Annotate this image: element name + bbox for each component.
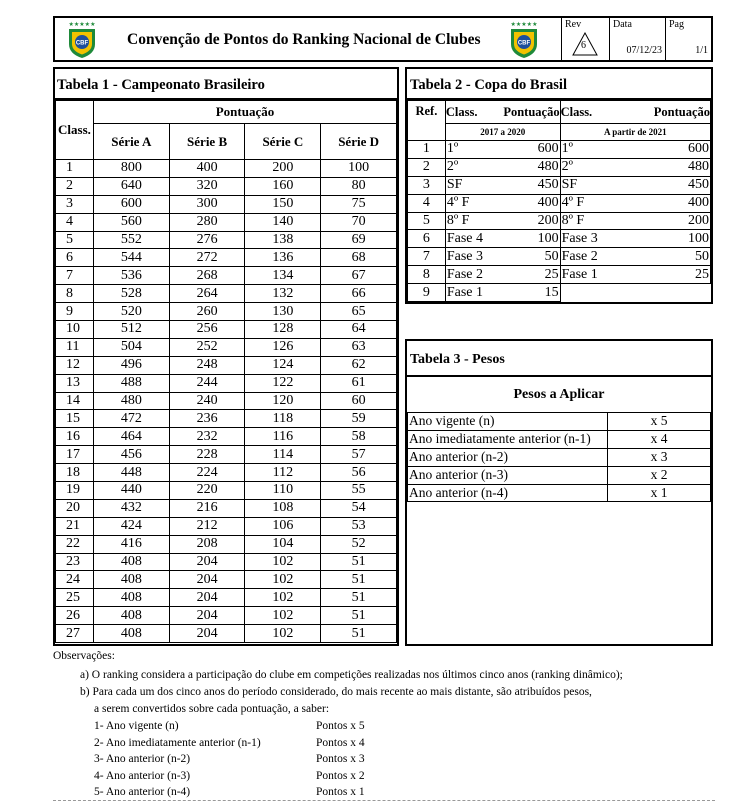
table2-cell-class: SF: [445, 176, 485, 194]
svg-text:★★★★★: ★★★★★: [510, 22, 538, 28]
table1-group-header: Pontuação: [93, 101, 396, 124]
table1-cell-points: 51: [321, 625, 397, 643]
table2-cell-points: 15: [485, 284, 560, 302]
table1-cell-points: 496: [93, 356, 169, 374]
table1-cell-points: 464: [93, 428, 169, 446]
table1-cell-points: 80: [321, 177, 397, 195]
table-row: [56, 499, 397, 517]
table1-cell-points: 104: [245, 535, 321, 553]
table1-cell-points: 472: [93, 410, 169, 428]
table1-cell-class: 14: [56, 392, 94, 410]
table1-cell-points: 204: [169, 607, 245, 625]
table-row: [56, 464, 397, 482]
table1-cell-class: 8: [56, 285, 94, 303]
revision-box: [561, 18, 610, 60]
table1-cell-points: 136: [245, 249, 321, 267]
table-row: [56, 410, 397, 428]
table-row: [56, 321, 397, 339]
table-row: [56, 249, 397, 267]
table1-cell-class: 23: [56, 553, 94, 571]
table1-cell-points: 408: [93, 571, 169, 589]
table1-cell-class: 5: [56, 231, 94, 249]
table1-cell-points: 212: [169, 517, 245, 535]
table3-cell-period: Ano anterior (n-2): [408, 448, 608, 466]
table1-cell-points: 64: [321, 321, 397, 339]
table1-col-class: Class.: [56, 101, 94, 160]
table1-cell-points: 66: [321, 285, 397, 303]
table1-cell-points: 126: [245, 338, 321, 356]
table-row: [56, 231, 397, 249]
table1-cell-points: 204: [169, 553, 245, 571]
table2-cell-class: Fase 4: [445, 230, 485, 248]
table1-cell-points: 232: [169, 428, 245, 446]
svg-text:★★★★★: ★★★★★: [68, 22, 96, 28]
table1-cell-points: 122: [245, 374, 321, 392]
table1-cell-points: 150: [245, 195, 321, 213]
table3-cell-period: Ano anterior (n-4): [408, 484, 608, 502]
table3-cell-weight: x 5: [608, 413, 711, 431]
table2-col-class: Class.: [445, 101, 485, 124]
table1-cell-class: 25: [56, 589, 94, 607]
table-row: [408, 266, 711, 284]
table1-cell-points: 116: [245, 428, 321, 446]
table1-cell-points: 63: [321, 338, 397, 356]
table1-cell-points: 408: [93, 607, 169, 625]
table1-cell-points: 408: [93, 625, 169, 643]
table2-title: Tabela 2 - Copa do Brasil: [407, 69, 711, 100]
observation-list-item: 4- Ano anterior (n-3): [94, 769, 191, 782]
table1-grid: [55, 100, 397, 643]
table2-cell-points: 100: [485, 230, 560, 248]
date-value: 07/12/23: [626, 45, 662, 56]
table1-cell-points: 544: [93, 249, 169, 267]
table2-cell-points-2: 100: [600, 230, 711, 248]
table2-cell-points: 450: [485, 176, 560, 194]
table1-cell-class: 12: [56, 356, 94, 374]
table1-cell-points: 75: [321, 195, 397, 213]
table1-col-serie-b: Série B: [169, 124, 245, 160]
table-row: [56, 195, 397, 213]
page-box: [665, 18, 712, 60]
table1-col-serie-a: Série A: [93, 124, 169, 160]
table1-cell-points: 124: [245, 356, 321, 374]
table1-col-serie-d: Série D: [321, 124, 397, 160]
table2-cell-class-2: 8º F: [560, 212, 600, 230]
table2-cell-points: 25: [485, 266, 560, 284]
table1-cell-points: 54: [321, 499, 397, 517]
observation-list-item: 1- Ano vigente (n): [94, 720, 179, 732]
table2-col-ref: Ref.: [408, 101, 446, 141]
table1-cell-points: 65: [321, 303, 397, 321]
table1-cell-points: 272: [169, 249, 245, 267]
table2-cell-points: 600: [485, 141, 560, 159]
table1-cell-points: 69: [321, 231, 397, 249]
table1-cell-class: 1: [56, 160, 94, 178]
table1-cell-points: 118: [245, 410, 321, 428]
table2-cell-points: 50: [485, 248, 560, 266]
table3-title: Tabela 3 - Pesos: [407, 341, 711, 377]
table2-cell-class: 8º F: [445, 212, 485, 230]
table1-cell-points: 60: [321, 392, 397, 410]
table-row: [408, 176, 711, 194]
table1-cell-points: 520: [93, 303, 169, 321]
table1-cell-points: 51: [321, 589, 397, 607]
table1-cell-points: 138: [245, 231, 321, 249]
table1-cell-points: 248: [169, 356, 245, 374]
table-row: [56, 482, 397, 500]
table2-cell-ref: 2: [408, 158, 446, 176]
table1-cell-points: 228: [169, 446, 245, 464]
table2-cell-ref: 9: [408, 284, 446, 302]
table1-cell-class: 19: [56, 482, 94, 500]
table1-cell-class: 17: [56, 446, 94, 464]
svg-text:CBF: CBF: [517, 40, 531, 47]
table1-cell-points: 102: [245, 625, 321, 643]
table2-cell-ref: 5: [408, 212, 446, 230]
table1-cell-points: 276: [169, 231, 245, 249]
table1-cell-points: 224: [169, 464, 245, 482]
table2-cell-points-2: 200: [600, 212, 711, 230]
observation-b-line2: a serem convertidos sobre cada pontuação, a saber:: [94, 703, 330, 715]
table-row: [408, 248, 711, 266]
observation-list-item: 5- Ano anterior (n-4): [94, 786, 191, 799]
table1-cell-points: 106: [245, 517, 321, 535]
cbf-crest-icon: [65, 20, 99, 60]
table1-cell-class: 6: [56, 249, 94, 267]
table1-cell-points: 432: [93, 499, 169, 517]
table1-cell-points: 53: [321, 517, 397, 535]
table1-cell-points: 160: [245, 177, 321, 195]
table1-cell-class: 18: [56, 464, 94, 482]
revision-value: 6: [581, 40, 586, 51]
table1-cell-points: 268: [169, 267, 245, 285]
table-row: [56, 428, 397, 446]
table3-cell-weight: x 2: [608, 466, 711, 484]
table1-cell-points: 58: [321, 428, 397, 446]
table-row: [56, 374, 397, 392]
table3-cell-period: Ano vigente (n): [408, 413, 608, 431]
document-header: [53, 16, 713, 62]
table3-cell-period: Ano imediatamente anterior (n-1): [408, 430, 608, 448]
table3-grid: [407, 412, 711, 502]
table1-cell-points: 51: [321, 607, 397, 625]
table-pesos: [405, 339, 713, 646]
table1-cell-points: 408: [93, 553, 169, 571]
table1-cell-points: 416: [93, 535, 169, 553]
table3-cell-period: Ano anterior (n-3): [408, 466, 608, 484]
table1-cell-points: 252: [169, 338, 245, 356]
table-row: [56, 213, 397, 231]
table-row: [408, 466, 711, 484]
table1-cell-class: 3: [56, 195, 94, 213]
table-row: [408, 484, 711, 502]
table2-cell-class-2: 2º: [560, 158, 600, 176]
table1-cell-points: 51: [321, 553, 397, 571]
table2-cell-class-2: SF: [560, 176, 600, 194]
table1-cell-class: 27: [56, 625, 94, 643]
table2-cell-points: 200: [485, 212, 560, 230]
table-row: [408, 448, 711, 466]
table2-cell-points-2: 480: [600, 158, 711, 176]
table1-cell-class: 2: [56, 177, 94, 195]
table2-col-points: Pontuação: [485, 101, 560, 124]
table1-cell-points: 102: [245, 553, 321, 571]
observation-b-line1: b) Para cada um dos cinco anos do período considerado, do mais recente ao mais distante, são atribuídos pesos,: [80, 686, 592, 698]
table1-cell-points: 480: [93, 392, 169, 410]
observation-list-points: Pontos x 1: [316, 786, 365, 799]
table-row: [408, 212, 711, 230]
table1-cell-class: 9: [56, 303, 94, 321]
table1-cell-points: 102: [245, 571, 321, 589]
table2-col-points-2: Pontuação: [600, 101, 711, 124]
observation-list-item: 2- Ano imediatamente anterior (n-1): [94, 736, 261, 749]
table-row: [56, 285, 397, 303]
svg-text:CBF: CBF: [75, 40, 89, 47]
table-row: [56, 303, 397, 321]
table1-cell-class: 13: [56, 374, 94, 392]
table1-cell-points: 52: [321, 535, 397, 553]
table2-cell-points: 480: [485, 158, 560, 176]
table1-cell-points: 204: [169, 571, 245, 589]
table2-cell-class-2: 4º F: [560, 194, 600, 212]
table1-cell-class: 21: [56, 517, 94, 535]
table-row: [56, 625, 397, 643]
table1-cell-points: 128: [245, 321, 321, 339]
table1-cell-points: 62: [321, 356, 397, 374]
table1-cell-class: 26: [56, 607, 94, 625]
table1-cell-points: 120: [245, 392, 321, 410]
table1-cell-points: 67: [321, 267, 397, 285]
revision-label: Rev: [565, 19, 582, 30]
table-copa-do-brasil: [405, 67, 713, 304]
table2-cell-points-2: 600: [600, 141, 711, 159]
table1-cell-points: 112: [245, 464, 321, 482]
table-row: [56, 446, 397, 464]
table1-cell-points: 408: [93, 589, 169, 607]
page-value: 1/1: [695, 45, 708, 56]
table2-cell-class: 1º: [445, 141, 485, 159]
table1-cell-class: 16: [56, 428, 94, 446]
table1-cell-points: 244: [169, 374, 245, 392]
table2-cell-class-2: Fase 1: [560, 266, 600, 284]
table1-cell-points: 440: [93, 482, 169, 500]
table2-cell-points: 400: [485, 194, 560, 212]
table1-cell-points: 400: [169, 160, 245, 178]
observation-a: a) O ranking considera a participação do clube em competições realizadas nos últimos cinco anos (ranking dinâmico);: [80, 669, 623, 681]
document-title: Convenção de Pontos do Ranking Nacional de Clubes: [127, 31, 481, 48]
table1-cell-points: 640: [93, 177, 169, 195]
date-box: [609, 18, 666, 60]
table1-title: Tabela 1 - Campeonato Brasileiro: [55, 69, 397, 100]
table1-cell-points: 61: [321, 374, 397, 392]
table-campeonato-brasileiro: [53, 67, 399, 646]
table2-cell-ref: 1: [408, 141, 446, 159]
table-row: [408, 158, 711, 176]
table1-cell-points: 300: [169, 195, 245, 213]
table1-cell-points: 552: [93, 231, 169, 249]
table1-cell-class: 20: [56, 499, 94, 517]
table-row: [56, 589, 397, 607]
table1-cell-class: 10: [56, 321, 94, 339]
table3-cell-weight: x 4: [608, 430, 711, 448]
table1-cell-class: 15: [56, 410, 94, 428]
table1-cell-points: 600: [93, 195, 169, 213]
table-row: [56, 160, 397, 178]
divider: [53, 800, 715, 801]
table1-cell-points: 512: [93, 321, 169, 339]
table3-cell-weight: x 3: [608, 448, 711, 466]
table1-cell-points: 236: [169, 410, 245, 428]
table2-cell-class-2: Fase 3: [560, 230, 600, 248]
table2-cell-ref: 8: [408, 266, 446, 284]
table1-cell-points: 132: [245, 285, 321, 303]
table1-cell-points: 320: [169, 177, 245, 195]
observation-list-points: Pontos x 4: [316, 736, 365, 749]
table2-cell-class: 2º: [445, 158, 485, 176]
table-row: [56, 267, 397, 285]
table1-cell-points: 260: [169, 303, 245, 321]
table1-cell-points: 55: [321, 482, 397, 500]
table1-cell-points: 100: [321, 160, 397, 178]
table1-cell-points: 59: [321, 410, 397, 428]
table1-cell-class: 24: [56, 571, 94, 589]
table2-cell-class: Fase 1: [445, 284, 485, 302]
table1-col-serie-c: Série C: [245, 124, 321, 160]
table3-subtitle: Pesos a Aplicar: [407, 377, 711, 413]
table-row: [56, 392, 397, 410]
table-row: [56, 571, 397, 589]
table1-cell-points: 536: [93, 267, 169, 285]
table1-cell-points: 800: [93, 160, 169, 178]
table1-cell-class: 7: [56, 267, 94, 285]
table1-cell-points: 204: [169, 589, 245, 607]
table-row: [408, 141, 711, 159]
cbf-crest-icon: [507, 20, 541, 60]
table1-cell-points: 240: [169, 392, 245, 410]
table2-cell-points-2: 50: [600, 248, 711, 266]
table1-cell-points: 560: [93, 213, 169, 231]
table2-cell-class-2: [560, 284, 600, 302]
table2-cell-points-2: [600, 284, 711, 302]
table-row: [408, 284, 711, 302]
table1-cell-points: 448: [93, 464, 169, 482]
table1-cell-class: 4: [56, 213, 94, 231]
table2-cell-class: Fase 3: [445, 248, 485, 266]
table1-cell-points: 528: [93, 285, 169, 303]
table1-cell-points: 204: [169, 625, 245, 643]
table2-cell-points-2: 400: [600, 194, 711, 212]
table1-cell-points: 488: [93, 374, 169, 392]
table2-cell-ref: 3: [408, 176, 446, 194]
table2-cell-ref: 7: [408, 248, 446, 266]
table1-cell-points: 110: [245, 482, 321, 500]
table-row: [408, 430, 711, 448]
table2-grid: [407, 100, 711, 302]
table1-cell-points: 208: [169, 535, 245, 553]
table1-cell-points: 280: [169, 213, 245, 231]
table1-cell-points: 256: [169, 321, 245, 339]
observation-list-points: Pontos x 3: [316, 753, 365, 766]
table-row: [408, 413, 711, 431]
table1-cell-points: 504: [93, 338, 169, 356]
table-row: [56, 535, 397, 553]
table2-col-class-2: Class.: [560, 101, 600, 124]
date-label: Data: [613, 19, 632, 30]
table-row: [56, 607, 397, 625]
table-row: [56, 338, 397, 356]
table1-cell-class: 22: [56, 535, 94, 553]
table2-cell-ref: 6: [408, 230, 446, 248]
table1-cell-points: 57: [321, 446, 397, 464]
observations-heading: Observações:: [53, 650, 115, 662]
table-row: [56, 553, 397, 571]
table1-cell-points: 68: [321, 249, 397, 267]
table1-cell-points: 56: [321, 464, 397, 482]
table-row: [408, 194, 711, 212]
table1-cell-points: 102: [245, 607, 321, 625]
table-row: [56, 517, 397, 535]
table1-cell-points: 114: [245, 446, 321, 464]
table1-cell-points: 424: [93, 517, 169, 535]
table-row: [56, 356, 397, 374]
table1-cell-points: 264: [169, 285, 245, 303]
table1-cell-points: 130: [245, 303, 321, 321]
table2-period-1: 2017 a 2020: [445, 124, 560, 141]
table2-cell-class: 4º F: [445, 194, 485, 212]
table2-cell-class-2: Fase 2: [560, 248, 600, 266]
table2-period-2: A partir de 2021: [560, 124, 710, 141]
table1-cell-points: 200: [245, 160, 321, 178]
observation-list-points: Pontos x 5: [316, 720, 365, 732]
table3-cell-weight: x 1: [608, 484, 711, 502]
table-row: [56, 177, 397, 195]
table2-cell-points-2: 25: [600, 266, 711, 284]
table2-cell-ref: 4: [408, 194, 446, 212]
observation-list-item: 3- Ano anterior (n-2): [94, 753, 191, 766]
table2-cell-points-2: 450: [600, 176, 711, 194]
table1-cell-class: 11: [56, 338, 94, 356]
table1-cell-points: 51: [321, 571, 397, 589]
table1-cell-points: 70: [321, 213, 397, 231]
table1-cell-points: 216: [169, 499, 245, 517]
observation-list-points: Pontos x 2: [316, 769, 365, 782]
table1-cell-points: 134: [245, 267, 321, 285]
table2-cell-class-2: 1º: [560, 141, 600, 159]
table1-cell-points: 220: [169, 482, 245, 500]
table1-cell-points: 102: [245, 589, 321, 607]
table1-cell-points: 140: [245, 213, 321, 231]
page-label: Pag: [669, 19, 684, 30]
table-row: [408, 230, 711, 248]
table1-cell-points: 108: [245, 499, 321, 517]
table1-cell-points: 456: [93, 446, 169, 464]
table2-cell-class: Fase 2: [445, 266, 485, 284]
